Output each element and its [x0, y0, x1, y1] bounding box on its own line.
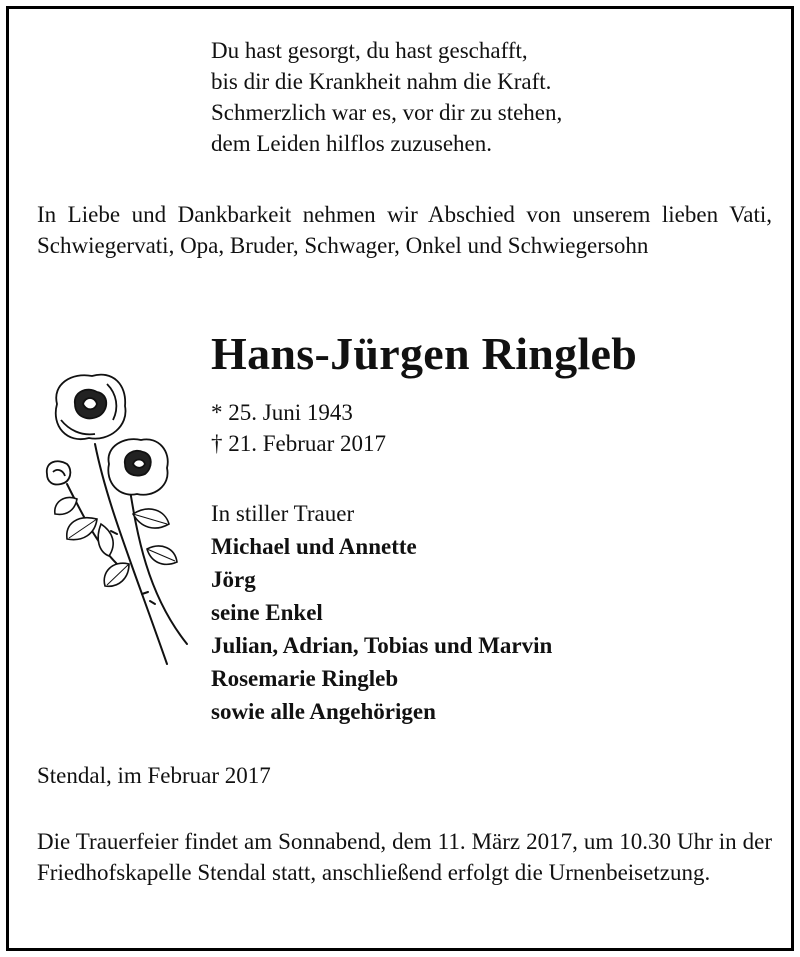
roses-illustration-icon [37, 364, 197, 674]
poem-line: Schmerzlich war es, vor dir zu stehen, [211, 100, 563, 125]
mourner-name: Rosemarie Ringleb [211, 666, 399, 691]
mourning-heading: In stiller Trauer [211, 501, 355, 526]
mourner-name: Julian, Adrian, Tobias und Marvin [211, 633, 553, 658]
memorial-poem [211, 35, 562, 159]
farewell-text: In Liebe und Dankbarkeit nehmen wir Abschied von unserem lieben Vati, Schwiegervati, Opa, Bruder, Schwager, Onkel und Schwiegersohn [37, 202, 772, 258]
deceased-name: Hans-Jürgen Ringleb [211, 328, 638, 379]
life-dates [211, 397, 386, 459]
death-date: † 21. Februar 2017 [211, 431, 387, 456]
birth-date: * 25. Juni 1943 [211, 400, 353, 425]
mourner-name: sowie alle Angehörigen [211, 699, 436, 724]
poem-line: bis dir die Krankheit nahm die Kraft. [211, 69, 552, 94]
place-and-date: Stendal, im Februar 2017 [37, 763, 271, 788]
mourner-name: Jörg [211, 567, 256, 592]
mourner-name: seine Enkel [211, 600, 323, 625]
poem-line: Du hast gesorgt, du hast geschafft, [211, 38, 528, 63]
funeral-notice: Die Trauerfeier findet am Sonnabend, dem 11. März 2017, um 10.30 Uhr in der Friedhofskapelle Stendal statt, anschließend erfolgt die Urnenbeisetzung. [37, 829, 772, 885]
mourners-list [211, 497, 552, 728]
mourner-name: Michael und Annette [211, 534, 417, 559]
obituary-notice [6, 6, 794, 951]
poem-line: dem Leiden hilflos zuzusehen. [211, 131, 493, 156]
